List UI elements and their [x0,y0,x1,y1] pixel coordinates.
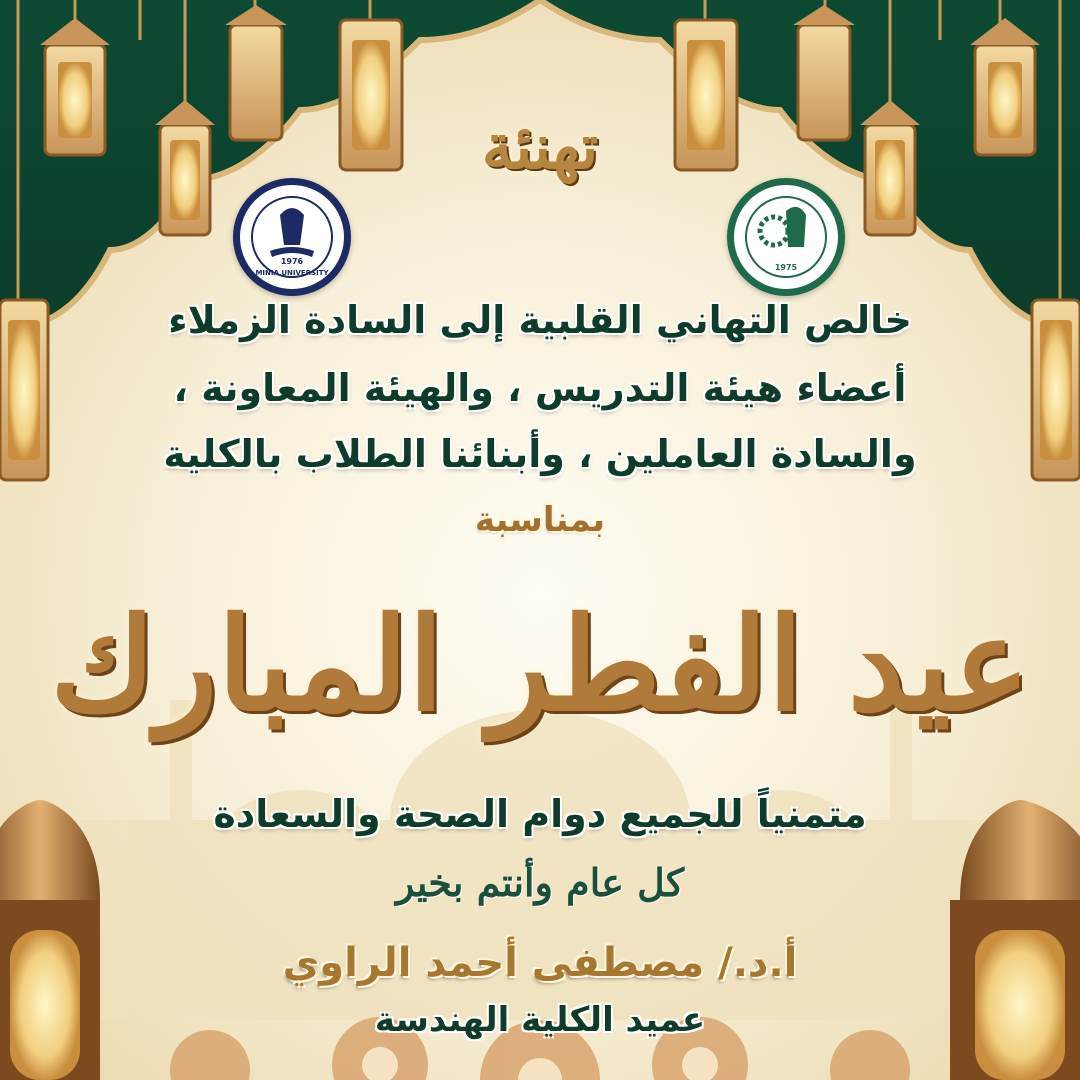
dean-title: عميد الكلية الهندسة [374,1000,706,1040]
minia-english-name: MINIA UNIVERSITY [255,269,329,277]
greeting-word: تهنئة [481,110,599,183]
minia-university-logo [233,178,351,296]
wish-line: متمنياً للجميع دوام الصحة والسعادة [213,792,867,836]
minia-year: 1976 [280,257,304,266]
faculty-seal-icon [734,185,838,289]
dean-name: أ.د./ مصطفى أحمد الراوي [282,940,798,986]
engineering-faculty-logo [727,178,845,296]
occasion-intro: بمناسبة [474,500,606,540]
message-line-2: أعضاء هيئة التدريس ، والهيئة المعاونة ، [173,366,907,410]
message-line-1: خالص التهاني القلبية إلى السادة الزملاء [168,298,912,342]
occasion-title: عيد الفطر المبارك [50,590,1030,740]
engineering-year: 1975 [774,263,798,272]
message-line-3: والسادة العاملين ، وأبنائنا الطلاب بالكلية [163,432,917,476]
blessing-calligraphy: كل عام وأنتم بخير [395,860,685,905]
